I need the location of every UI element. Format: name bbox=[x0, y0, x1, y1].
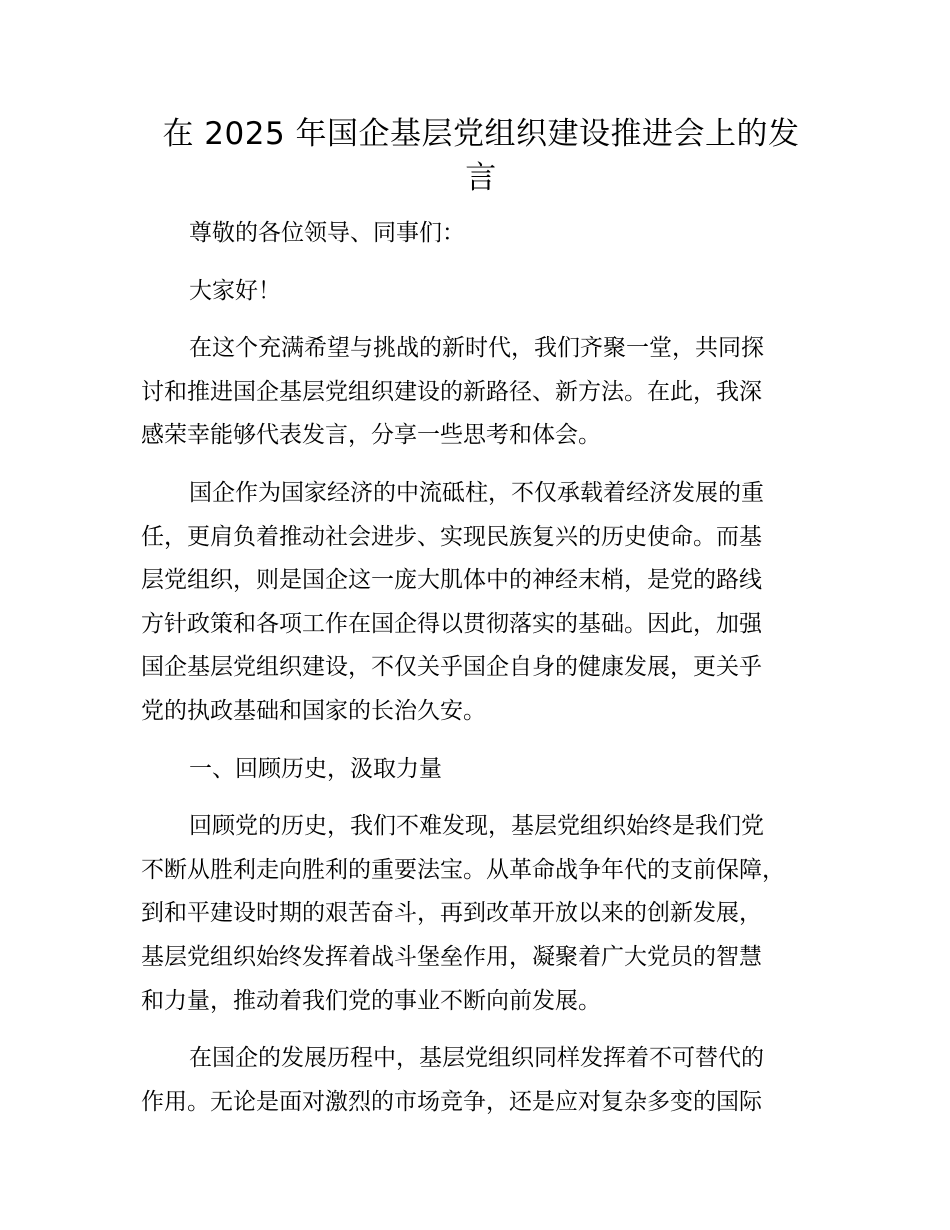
text-line: 层党组织，则是国企这一庞大肌体中的神经末梢，是党的路线 bbox=[141, 567, 762, 594]
text-line: 国企基层党组织建设，不仅关乎国企自身的健康发展，更关乎 bbox=[141, 654, 762, 681]
body-paragraph bbox=[141, 805, 821, 1023]
text-line: 国企作为国家经济的中流砥柱，不仅承载着经济发展的重 bbox=[189, 479, 764, 506]
document-page bbox=[141, 112, 821, 1138]
section-heading bbox=[141, 748, 821, 792]
title-line: 在 2025 年国企基层党组织建设推进会上的发 bbox=[162, 116, 800, 152]
text-line: 一、回顾历史，汲取力量 bbox=[189, 755, 442, 782]
intro-paragraph bbox=[141, 327, 821, 458]
body-paragraph bbox=[141, 472, 821, 734]
text-line: 讨和推进国企基层党组织建设的新路径、新方法。在此，我深 bbox=[141, 378, 762, 405]
text-line: 作用。无论是面对激烈的市场竞争，还是应对复杂多变的国际 bbox=[141, 1088, 762, 1115]
text-line: 回顾党的历史，我们不难发现，基层党组织始终是我们党 bbox=[189, 813, 764, 840]
text-line: 感荣幸能够代表发言，分享一些思考和体会。 bbox=[141, 422, 601, 449]
text-line: 在这个充满希望与挑战的新时代，我们齐聚一堂，共同探 bbox=[189, 335, 764, 362]
text-line: 方针政策和各项工作在国企得以贯彻落实的基础。因此，加强 bbox=[141, 610, 762, 637]
text-line: 党的执政基础和国家的长治久安。 bbox=[141, 697, 486, 724]
text-line: 到和平建设时期的艰苦奋斗，再到改革开放以来的创新发展， bbox=[141, 900, 762, 927]
greeting-paragraph bbox=[141, 270, 821, 314]
text-line: 和力量，推动着我们党的事业不断向前发展。 bbox=[141, 987, 601, 1014]
text-line: 不断从胜利走向胜利的重要法宝。从革命战争年代的支前保障， bbox=[141, 856, 785, 883]
text-line: 任，更肩负着推动社会进步、实现民族复兴的历史使命。而基 bbox=[141, 523, 762, 550]
text-line: 在国企的发展历程中，基层党组织同样发挥着不可替代的 bbox=[189, 1045, 764, 1072]
text-line: 尊敬的各位领导、同事们： bbox=[189, 220, 465, 246]
body-paragraph bbox=[141, 1037, 821, 1124]
document-body bbox=[141, 212, 821, 1124]
text-line: 大家好！ bbox=[189, 277, 281, 304]
title-line: 言 bbox=[465, 160, 497, 196]
document-title bbox=[141, 112, 821, 200]
text-line: 基层党组织始终发挥着战斗堡垒作用，凝聚着广大党员的智慧 bbox=[141, 943, 762, 970]
salutation-paragraph bbox=[141, 212, 821, 256]
